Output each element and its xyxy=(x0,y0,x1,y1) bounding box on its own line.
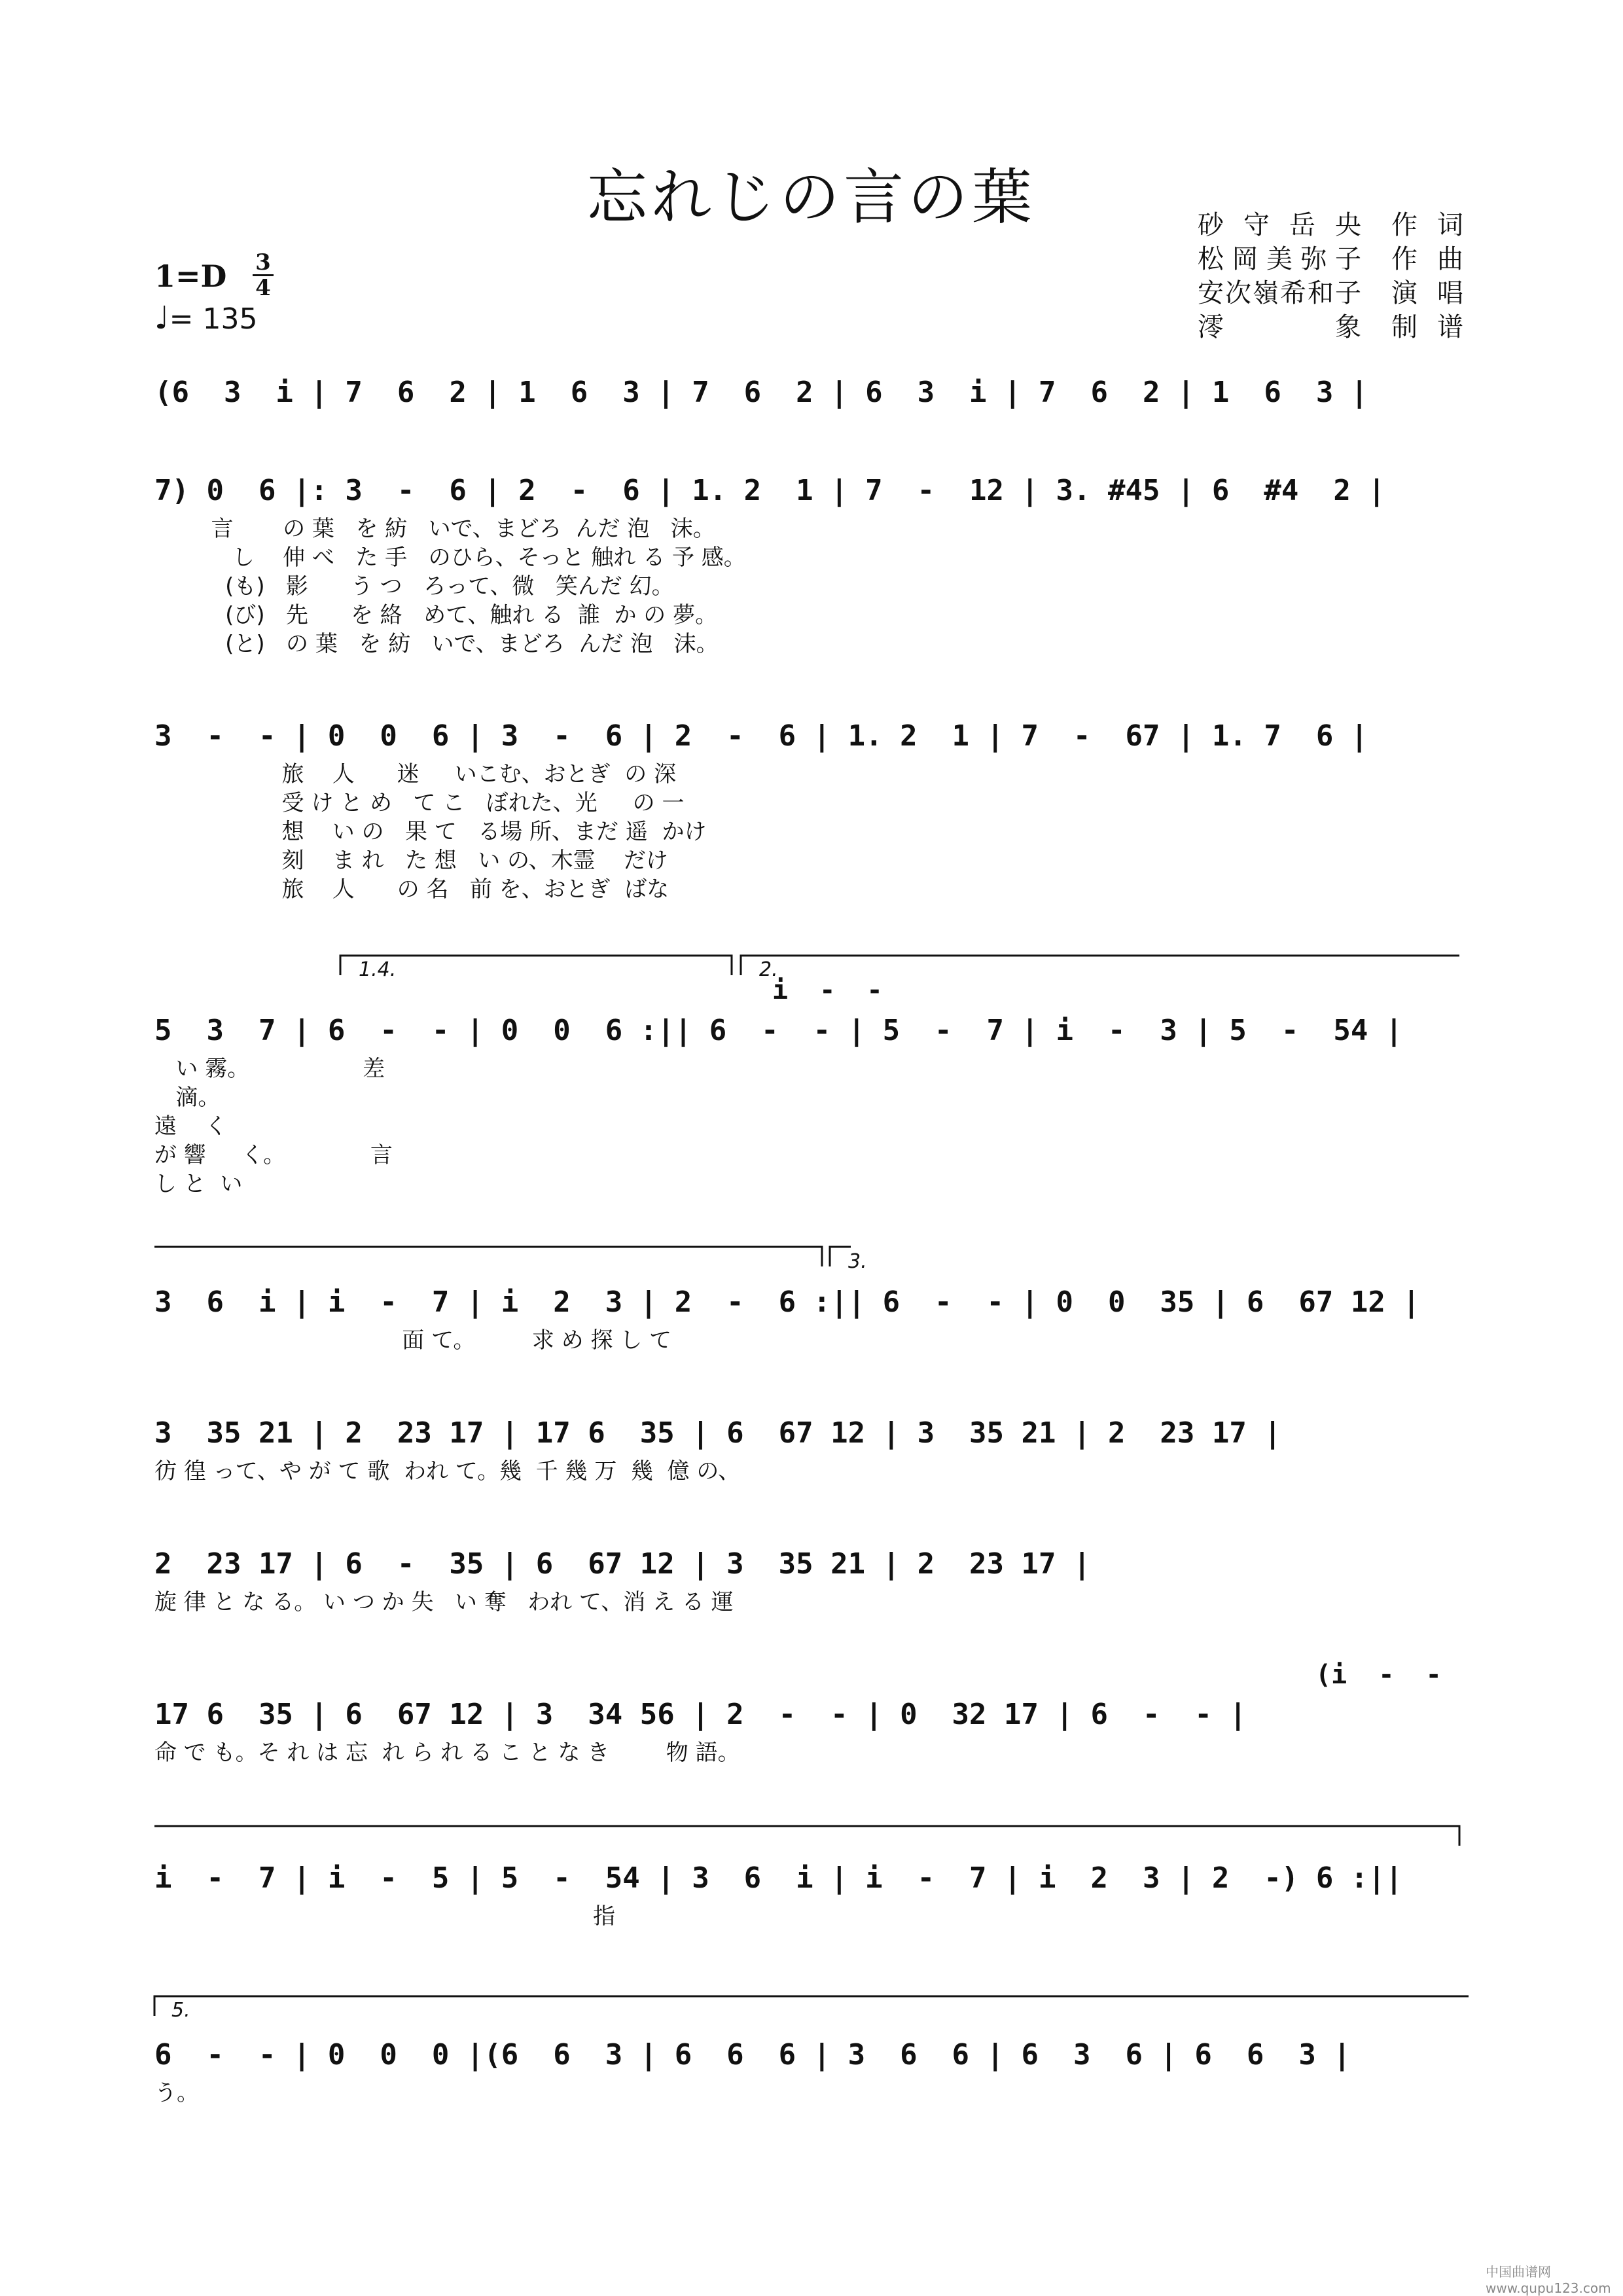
notes-line: 6 - - | 0 0 0 |(6 6 3 | 6 6 6 | 3 6 6 | 6 3 6 | 6 6 3 | xyxy=(154,2038,1351,2072)
lyric-verse-1: 命 で も。そ れ は 忘 れ ら れ る こ と な き 物 語。 xyxy=(154,1740,740,1766)
notes-line: 3 35 21 | 2 23 17 | 17 6 35 | 6 67 12 | 3 35 21 | 2 23 17 | xyxy=(154,1416,1281,1450)
credit-name: 松 岡 美 弥 子 xyxy=(1198,244,1361,274)
lyric-verse-1: 面 て。 求 め 探 し て xyxy=(154,1327,672,1354)
quarter-note-icon: ♩ xyxy=(154,300,169,336)
lyric-verse-5: 旅 人 の 名 前 を、おとぎ ばな xyxy=(154,876,669,903)
volta-label-3: 3. xyxy=(848,1250,867,1273)
lyric-verse-1: 指 xyxy=(154,1903,616,1929)
notes-line: 3 6 i | i - 7 | i 2 3 | 2 - 6 :|| 6 - - | 0 0 35 | 6 67 12 | xyxy=(154,1285,1420,1319)
notes-line: i - 7 | i - 5 | 5 - 54 | 3 6 i | i - 7 | i 2 3 | 2 -) 6 :|| xyxy=(154,1861,1403,1895)
meter-top: 3 xyxy=(255,249,271,276)
lyric-verse-1: う。 xyxy=(154,2080,199,2106)
lyric-verse-5: (と) の 葉 を 紡 いで、まどろ んだ 泡 沫。 xyxy=(154,631,719,657)
credit-role: 制 谱 xyxy=(1391,312,1463,342)
paren-notes: (i - - xyxy=(1315,1660,1442,1690)
credit-name: 砂 守 岳 央 xyxy=(1198,210,1361,240)
notes-line: 7) 0 6 |: 3 - 6 | 2 - 6 | 1. 2 1 | 7 - 12 | 3. #45 | 6 #4 2 | xyxy=(154,474,1385,507)
meter-bottom: 4 xyxy=(255,275,271,301)
lyric-verse-1: い 霧。 差 xyxy=(154,1056,385,1082)
volta-bracket-5 xyxy=(154,1996,1469,2016)
volta-bracket-2 xyxy=(741,956,1459,975)
lyric-verse-3: 想 い の 果 て る場 所、まだ 遥 かけ xyxy=(154,819,707,845)
volta-label-5: 5. xyxy=(171,1999,190,2022)
lyric-verse-1: 旅 人 迷 いこむ、おとぎ の 深 xyxy=(154,761,677,787)
lyric-verse-2: し 伸 べ た 手 のひら、そっと 触れ る 予 感。 xyxy=(154,545,746,571)
notes-line: 3 - - | 0 0 6 | 3 - 6 | 2 - 6 | 1. 2 1 | 7 - 67 | 1. 7 6 | xyxy=(154,719,1368,753)
credit-name: 澪 象 xyxy=(1198,312,1361,342)
lyric-verse-2: 滴。 xyxy=(154,1085,221,1111)
lyric-verse-4: が 響 く。 言 xyxy=(154,1142,393,1168)
watermark-logo: 中国曲谱网 www.qupu123.com xyxy=(1486,2264,1611,2296)
page-title: 忘れじの言の葉 xyxy=(586,162,1036,232)
credit-role: 演 唱 xyxy=(1391,278,1463,308)
credit-name: 安 次 嶺 希 和 子 xyxy=(1198,278,1361,308)
key-signature: 1=D xyxy=(154,259,227,294)
volta-upper-notes: i - - xyxy=(772,975,883,1005)
lyric-verse-1: 言 の 葉 を 紡 いで、まどろ んだ 泡 沫。 xyxy=(154,516,715,542)
lyric-verse-3: (も) 影 う つ ろって、微 笑んだ 幻。 xyxy=(154,573,674,600)
lyric-verse-1: 旋 律 と な る。 い つ か 失 い 奪 われ て、消 え る 運 xyxy=(154,1589,734,1615)
notes-line: 17 6 35 | 6 67 12 | 3 34 56 | 2 - - | 0 32 17 | 6 - - | xyxy=(154,1698,1247,1731)
volta-bracket-1-4 xyxy=(340,956,732,975)
lyric-verse-4: 刻 ま れ た 想 い の、木霊 だけ xyxy=(154,848,668,874)
notes-line: 2 23 17 | 6 - 35 | 6 67 12 | 3 35 21 | 2 23 17 | xyxy=(154,1547,1091,1581)
notes-line: 5 3 7 | 6 - - | 0 0 6 :|| 6 - - | 5 - 7 | i - 3 | 5 - 54 | xyxy=(154,1014,1403,1047)
tempo-value: = 135 xyxy=(169,302,258,336)
volta-label-1-4: 1.4. xyxy=(359,958,397,981)
lyric-verse-4: (び) 先 を 絡 めて、触れ る 誰 か の 夢。 xyxy=(154,602,718,628)
lyric-verse-3: 遠 く xyxy=(154,1113,228,1139)
lyric-verse-2: 受 け と め て こ ぼれた、光 の 一 xyxy=(154,790,685,816)
volta-bracket-final xyxy=(154,1826,1459,1846)
lyric-verse-5: し と い xyxy=(154,1171,243,1197)
volta-bracket-upper xyxy=(154,1247,822,1266)
notes-line: (6 3 i | 7 6 2 | 1 6 3 | 7 6 2 | 6 3 i | 7 6 2 | 1 6 3 | xyxy=(154,376,1368,409)
credit-role: 作 曲 xyxy=(1391,244,1463,274)
volta-label-2: 2. xyxy=(759,958,778,981)
lyric-verse-1: 彷 徨 って、や が て 歌 われ て。幾 千 幾 万 幾 億 の、 xyxy=(154,1458,741,1484)
credit-role: 作 词 xyxy=(1391,210,1463,240)
